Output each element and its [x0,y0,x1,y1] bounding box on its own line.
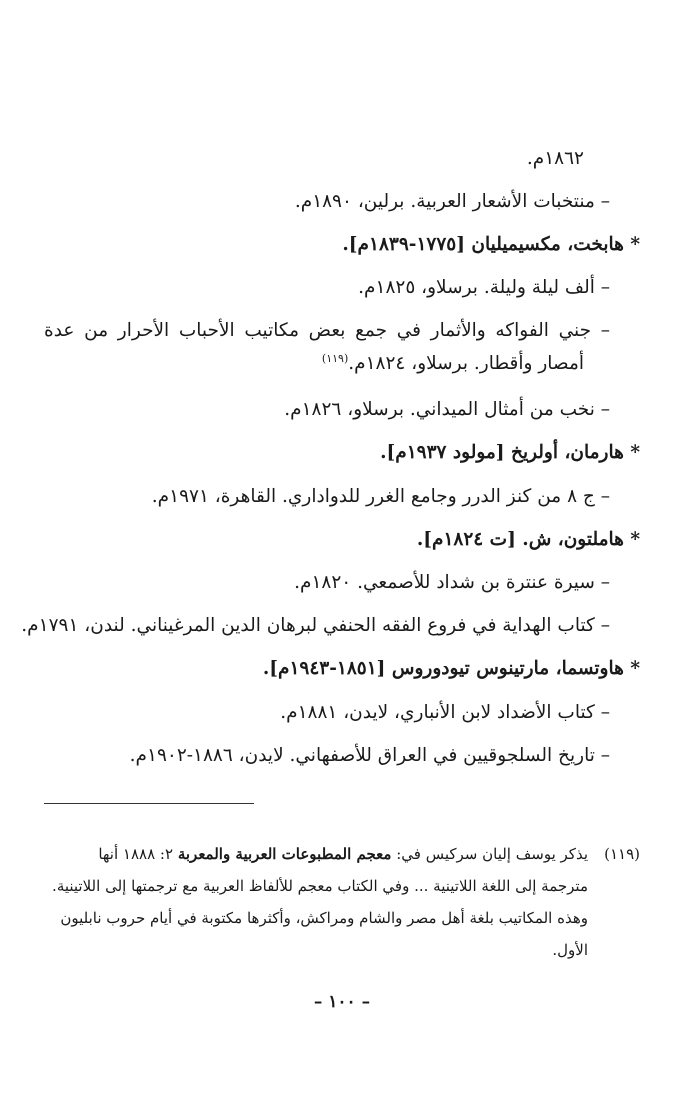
entry-continuation-line [44,351,584,377]
author-heading: * هارمان، أولريخ [مولود ١٩٣٧م]. [380,442,640,463]
footnote-separator [44,803,254,804]
entry-line: – ألف ليلة وليلة. برسلاو، ١٨٢٥م. [358,277,610,298]
entry-line: – تاريخ السلجوقيين في العراق للأصفهاني. لايدن، ١٨٨٦-١٩٠٢م. [129,745,610,766]
author-heading: * هاملتون، ش. [ت ١٨٢٤م]. [416,529,640,550]
footnote-line: وهذه المكاتيب بلغة أهل مصر والشام ومراكش، وأكثرها مكتوبة في أيام حروب نابليون [60,909,588,927]
entry-line: – جني الفواكه والأثمار في جمع بعض مكاتيب الأحباب الأحرار من عدة [44,320,610,341]
footnote-line: الأول. [552,941,588,959]
entry-line: – ج ٨ من كنز الدرر وجامع الغرر للدواداري. القاهرة، ١٩٧١م. [151,486,610,507]
entry-line: – سيرة عنترة بن شداد للأصمعي. ١٨٢٠م. [294,572,610,593]
entry-line: – منتخبات الأشعار العربية. برلين، ١٨٩٠م. [294,191,610,212]
footnote-title: معجم المطبوعات العربية والمعربة [177,845,392,863]
document-page [21,0,640,1094]
author-heading: * هابخت، مكسيميليان [١٧٧٥-١٨٣٩م]. [342,234,640,255]
entry-line: – كتاب الأضداد لابن الأنباري، لايدن، ١٨٨١م. [280,702,610,723]
entry-line: – كتاب الهداية في فروع الفقه الحنفي لبرهان الدين المرغيناني. لندن، ١٧٩١م. [21,615,610,636]
footnote-number: (١١٩) [604,845,640,863]
page-number: – ١٠٠ – [313,992,371,1012]
footnote-line [44,840,588,868]
footnote-text: يذكر يوسف إليان سركيس في: [391,845,588,863]
footnote-line: مترجمة إلى اللغة اللاتينية ... وفي الكتاب معجم للألفاظ العربية مع ترجمتها إلى اللاتينية. [52,877,588,895]
footnote-text: ٢: ١٨٨٨ أنها [98,845,178,863]
entry-continuation-text: أمصار وأقطار. برسلاو، ١٨٢٤م. [348,353,584,374]
continued-year-line: ١٨٦٢م. [526,148,584,169]
footnote-reference: (١١٩) [321,351,349,365]
author-heading: * هاوتسما، مارتينوس تيودوروس [١٨٥١-١٩٤٣م]. [262,658,640,679]
entry-line: – نخب من أمثال الميداني. برسلاو، ١٨٢٦م. [284,399,610,420]
